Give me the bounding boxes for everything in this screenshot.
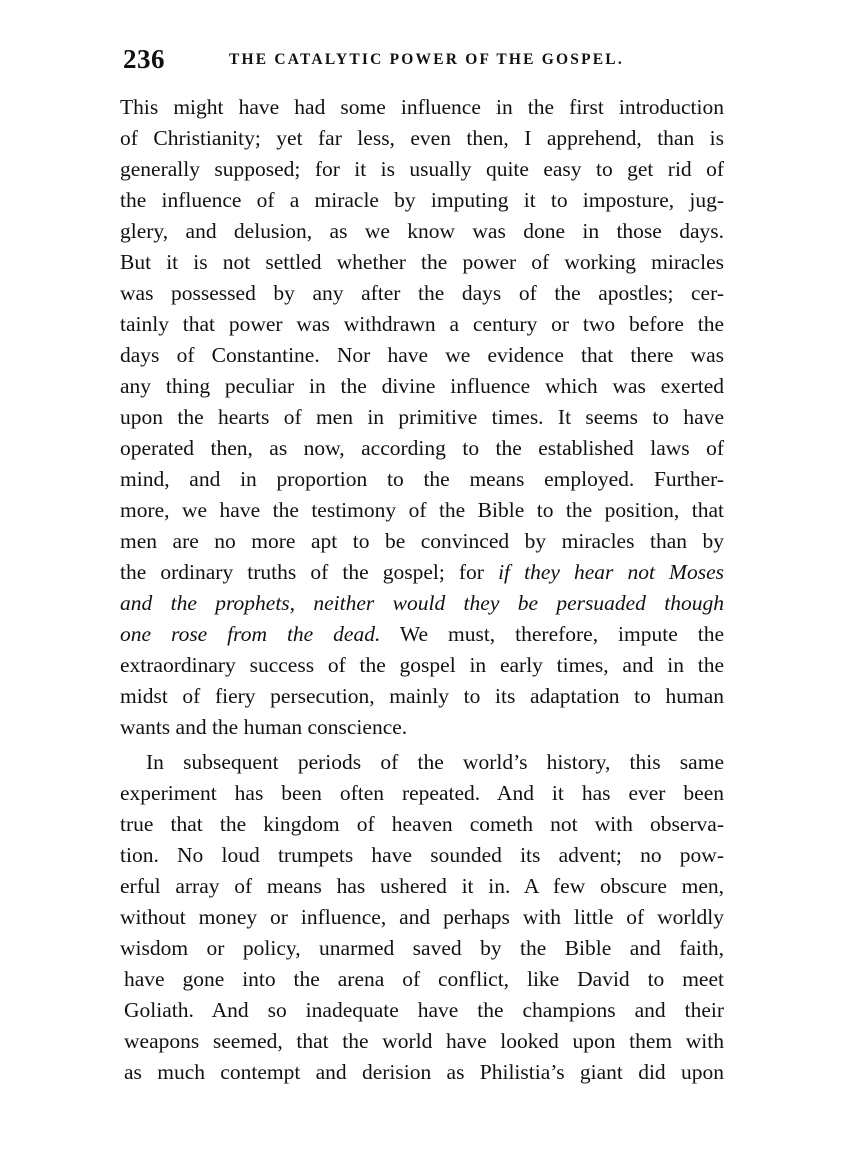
text-line-mixed <box>120 619 724 650</box>
text-line: extraordinary success of the gospel in early times, and in the <box>120 653 724 677</box>
text-line: wants and the human conscience. <box>120 715 408 739</box>
text-line: But it is not settled whether the power of working miracles <box>120 250 724 274</box>
paragraph-2 <box>120 747 724 1088</box>
text-line: mind, and in proportion to the means employed. Further- <box>120 467 724 491</box>
italic-quote: if they hear not Moses <box>498 560 724 584</box>
text-run: We must, therefore, impute the <box>380 622 724 646</box>
text-line: wisdom or policy, unarmed saved by the Bible and faith, <box>120 936 724 960</box>
text-line: without money or influence, and perhaps with little of worldly <box>120 905 724 929</box>
text-line: operated then, as now, according to the established laws of <box>120 436 724 460</box>
text-line: have gone into the arena of conflict, like David to meet <box>124 967 724 991</box>
body-text <box>120 92 724 1088</box>
text-line-italic: and the prophets, neither would they be persuaded though <box>120 591 724 615</box>
text-line: more, we have the testimony of the Bible to the position, that <box>120 498 724 522</box>
text-line: experiment has been often repeated. And it has ever been <box>120 781 724 805</box>
text-line: of Christianity; yet far less, even then, I apprehend, than is <box>120 126 724 150</box>
text-line: generally supposed; for it is usually quite easy to get rid of <box>120 157 724 181</box>
text-line: midst of fiery persecution, mainly to its adaptation to human <box>120 684 724 708</box>
text-line: erful array of means has ushered it in. A few obscure men, <box>120 874 724 898</box>
text-line: glery, and delusion, as we know was done in those days. <box>120 219 724 243</box>
text-line: tainly that power was withdrawn a century or two before the <box>120 312 724 336</box>
paragraph-1 <box>120 92 724 743</box>
text-line: upon the hearts of men in primitive times. It seems to have <box>120 405 724 429</box>
text-line: This might have had some influence in the first introduction <box>120 95 724 119</box>
text-line: days of Constantine. Nor have we evidence that there was <box>120 343 724 367</box>
text-line: weapons seemed, that the world have looked upon them with <box>124 1029 724 1053</box>
text-line: In subsequent periods of the world’s history, this same <box>146 750 724 774</box>
page-number: 236 <box>123 44 165 74</box>
text-line: true that the kingdom of heaven cometh not with observa- <box>120 812 724 836</box>
text-line: was possessed by any after the days of the apostles; cer- <box>120 281 724 305</box>
text-line-mixed <box>120 557 724 588</box>
text-line: as much contempt and derision as Philistia’s giant did upon <box>124 1060 724 1084</box>
text-run: the ordinary truths of the gospel; for <box>120 560 499 584</box>
text-line: tion. No loud trumpets have sounded its advent; no pow- <box>120 843 724 867</box>
text-line: Goliath. And so inadequate have the champions and their <box>124 998 724 1022</box>
page-header <box>123 38 723 78</box>
running-head: THE CATALYTIC POWER OF THE GOSPEL. <box>229 51 624 68</box>
text-line: the influence of a miracle by imputing it to imposture, jug- <box>120 188 724 212</box>
italic-quote: one rose from the dead. <box>120 622 381 646</box>
text-line: men are no more apt to be convinced by miracles than by <box>120 529 724 553</box>
text-line: any thing peculiar in the divine influence which was exerted <box>120 374 724 398</box>
